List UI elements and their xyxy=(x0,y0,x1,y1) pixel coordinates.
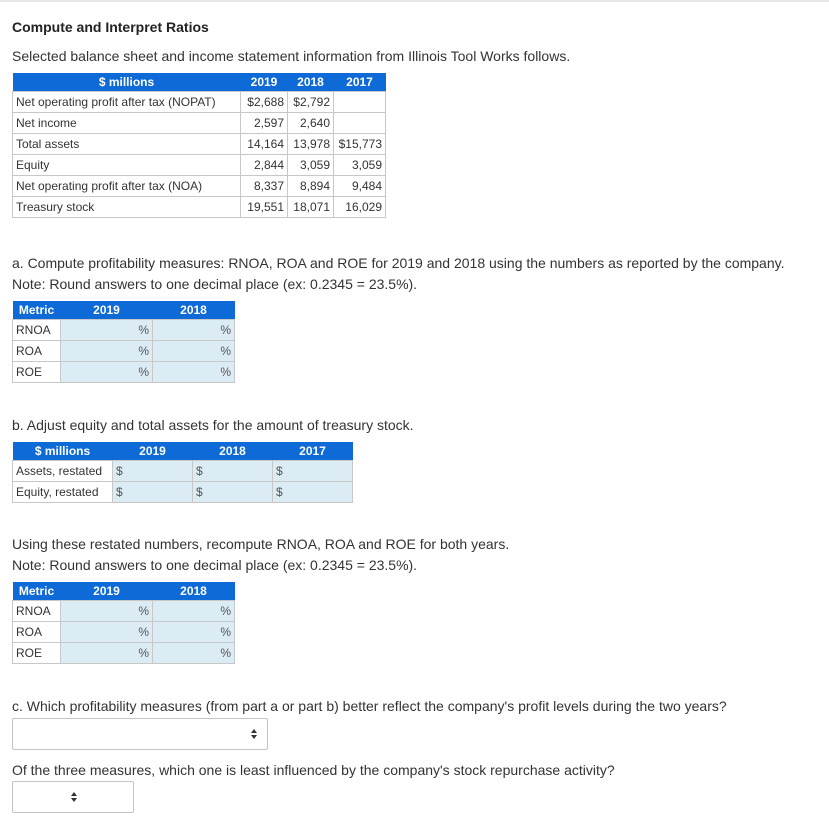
restated-label: Assets, restated xyxy=(13,461,113,482)
part-c-question-2: Of the three measures, which one is least influenced by the company's stock repurchase activity? xyxy=(12,762,615,778)
cell-2017: $15,773 xyxy=(334,134,386,155)
balance-sheet-table xyxy=(12,73,386,218)
col-header-2018: 2018 xyxy=(153,582,235,601)
part-c-measures-select[interactable] xyxy=(12,718,268,750)
col-header-metric: Metric xyxy=(13,301,61,320)
roe-2019-input[interactable] xyxy=(61,362,153,383)
table-row xyxy=(13,134,386,155)
col-header-millions: $ millions xyxy=(13,442,113,461)
restated-roa-2019-input[interactable] xyxy=(61,622,153,643)
percent-sign: % xyxy=(138,365,149,379)
table-row xyxy=(13,482,353,503)
row-label: Net income xyxy=(13,113,241,134)
cell-2018: $2,792 xyxy=(288,92,334,113)
roa-2019-input[interactable] xyxy=(61,341,153,362)
row-label: Equity xyxy=(13,155,241,176)
cell-2017: 9,484 xyxy=(334,176,386,197)
cell-2018: 8,894 xyxy=(288,176,334,197)
metric-label: RNOA xyxy=(13,320,61,341)
metric-label: ROE xyxy=(13,362,61,383)
rnoa-2018-input[interactable] xyxy=(153,320,235,341)
row-label: Treasury stock xyxy=(13,197,241,218)
percent-sign: % xyxy=(220,625,231,639)
dollar-sign: $ xyxy=(116,485,123,499)
equity-restated-2017-input[interactable] xyxy=(273,482,353,503)
dollar-sign: $ xyxy=(196,485,203,499)
col-header-2017: 2017 xyxy=(334,73,386,92)
select-arrows-icon xyxy=(250,728,258,740)
table-row xyxy=(13,197,386,218)
metric-label: ROA xyxy=(13,622,61,643)
assets-restated-2017-input[interactable] xyxy=(273,461,353,482)
percent-sign: % xyxy=(138,323,149,337)
percent-sign: % xyxy=(138,344,149,358)
table-row xyxy=(13,113,386,134)
row-label: Total assets xyxy=(13,134,241,155)
cell-2018: 18,071 xyxy=(288,197,334,218)
percent-sign: % xyxy=(138,625,149,639)
restated-roa-2018-input[interactable] xyxy=(153,622,235,643)
cell-2018: 13,978 xyxy=(288,134,334,155)
table-row xyxy=(13,461,353,482)
part-a-question: a. Compute profitability measures: RNOA, ROA and ROE for 2019 and 2018 using the numbers as reported by the company. xyxy=(12,255,785,271)
col-header-2019: 2019 xyxy=(61,301,153,320)
part-b-restated-table xyxy=(12,442,353,503)
part-c-least-influenced-select[interactable] xyxy=(12,781,134,813)
metric-label: ROE xyxy=(13,643,61,664)
cell-2017 xyxy=(334,113,386,134)
table-row xyxy=(13,643,235,664)
dollar-sign: $ xyxy=(276,485,283,499)
part-b-metric-table xyxy=(12,582,235,664)
table-row xyxy=(13,622,235,643)
table-row xyxy=(13,320,235,341)
col-header-metric: Metric xyxy=(13,582,61,601)
dollar-sign: $ xyxy=(276,464,283,478)
percent-sign: % xyxy=(220,323,231,337)
part-b-recompute-text: Using these restated numbers, recompute RNOA, ROA and ROE for both years. xyxy=(12,536,510,552)
roa-2018-input[interactable] xyxy=(153,341,235,362)
percent-sign: % xyxy=(220,365,231,379)
percent-sign: % xyxy=(220,646,231,660)
roe-2018-input[interactable] xyxy=(153,362,235,383)
cell-2019: 14,164 xyxy=(241,134,288,155)
assets-restated-2019-input[interactable] xyxy=(113,461,193,482)
col-header-2018: 2018 xyxy=(193,442,273,461)
col-header-2018: 2018 xyxy=(153,301,235,320)
restated-rnoa-2019-input[interactable] xyxy=(61,601,153,622)
cell-2019: $2,688 xyxy=(241,92,288,113)
table-row xyxy=(13,601,235,622)
equity-restated-2018-input[interactable] xyxy=(193,482,273,503)
rnoa-2019-input[interactable] xyxy=(61,320,153,341)
select-arrows-icon xyxy=(70,791,78,803)
table-row xyxy=(13,176,386,197)
cell-2017: 16,029 xyxy=(334,197,386,218)
part-c-question-1: c. Which profitability measures (from part a or part b) better reflect the company's profit levels during the two years? xyxy=(12,698,727,714)
col-header-2019: 2019 xyxy=(61,582,153,601)
part-b-question: b. Adjust equity and total assets for the amount of treasury stock. xyxy=(12,417,414,433)
cell-2019: 19,551 xyxy=(241,197,288,218)
assets-restated-2018-input[interactable] xyxy=(193,461,273,482)
col-header-millions: $ millions xyxy=(13,73,241,92)
intro-text: Selected balance sheet and income statement information from Illinois Tool Works follows. xyxy=(12,48,571,64)
percent-sign: % xyxy=(220,344,231,358)
cell-2018: 2,640 xyxy=(288,113,334,134)
percent-sign: % xyxy=(220,604,231,618)
part-b-note: Note: Round answers to one decimal place (ex: 0.2345 = 23.5%). xyxy=(12,557,418,573)
top-divider xyxy=(0,0,829,2)
table-row xyxy=(13,362,235,383)
page-title: Compute and Interpret Ratios xyxy=(12,19,209,35)
dollar-sign: $ xyxy=(116,464,123,478)
percent-sign: % xyxy=(138,604,149,618)
col-header-2019: 2019 xyxy=(113,442,193,461)
equity-restated-2019-input[interactable] xyxy=(113,482,193,503)
col-header-2018: 2018 xyxy=(288,73,334,92)
dollar-sign: $ xyxy=(196,464,203,478)
metric-label: RNOA xyxy=(13,601,61,622)
metric-label: ROA xyxy=(13,341,61,362)
row-label: Net operating profit after tax (NOPAT) xyxy=(13,92,241,113)
cell-2019: 8,337 xyxy=(241,176,288,197)
part-a-note: Note: Round answers to one decimal place (ex: 0.2345 = 23.5%). xyxy=(12,276,418,292)
cell-2017 xyxy=(334,92,386,113)
col-header-2017: 2017 xyxy=(273,442,353,461)
part-a-metric-table xyxy=(12,301,235,383)
percent-sign: % xyxy=(138,646,149,660)
restated-roe-2019-input[interactable] xyxy=(61,643,153,664)
table-row xyxy=(13,155,386,176)
cell-2019: 2,597 xyxy=(241,113,288,134)
restated-label: Equity, restated xyxy=(13,482,113,503)
cell-2018: 3,059 xyxy=(288,155,334,176)
cell-2019: 2,844 xyxy=(241,155,288,176)
table-row xyxy=(13,92,386,113)
restated-roe-2018-input[interactable] xyxy=(153,643,235,664)
col-header-2019: 2019 xyxy=(241,73,288,92)
cell-2017: 3,059 xyxy=(334,155,386,176)
row-label: Net operating profit after tax (NOA) xyxy=(13,176,241,197)
table-row xyxy=(13,341,235,362)
restated-rnoa-2018-input[interactable] xyxy=(153,601,235,622)
